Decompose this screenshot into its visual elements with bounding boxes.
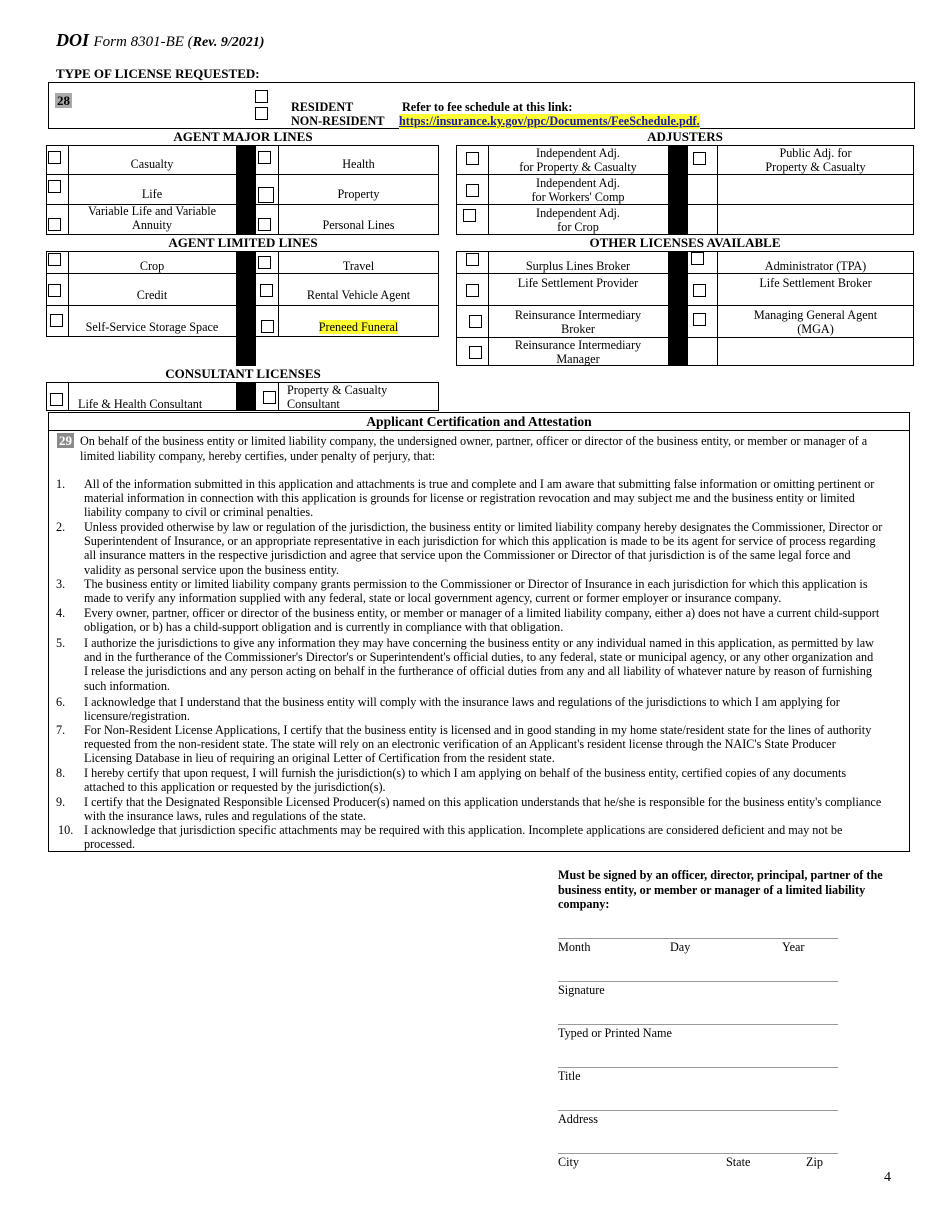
- variable-life-checkbox[interactable]: [48, 218, 61, 231]
- consultant-title: CONSULTANT LICENSES: [165, 366, 321, 381]
- rental-vehicle-label: Rental Vehicle Agent: [306, 288, 411, 302]
- crop-checkbox[interactable]: [48, 253, 61, 266]
- cert-item-line: requested from the non-resident state. The state will rely on an electronic verification of an Applicant's resident license through the NAIC's State Producer: [84, 737, 836, 752]
- doi-label: DOI: [56, 30, 90, 50]
- signature-line[interactable]: [558, 981, 838, 982]
- life-settlement-broker-checkbox[interactable]: [693, 284, 706, 297]
- life-settlement-provider-label: Life Settlement Provider: [517, 276, 639, 290]
- cert-item-text: [84, 636, 904, 693]
- variable-life-label: Variable Life and Variable Annuity: [87, 204, 217, 232]
- agent-limited-title: AGENT LIMITED LINES: [168, 235, 318, 250]
- cert-item-number: 2.: [56, 520, 66, 534]
- preneed-funeral-label: Preneed Funeral: [318, 320, 399, 334]
- cert-item-line: obligation, or b) has a child-support obligation and is currently in compliance with that obligation.: [84, 620, 564, 635]
- mga-checkbox[interactable]: [693, 313, 706, 326]
- other-licenses-title: OTHER LICENSES AVAILABLE: [589, 235, 781, 250]
- resident-label: RESIDENT: [291, 100, 354, 114]
- administrator-tpa-checkbox[interactable]: [691, 252, 704, 265]
- page-number: 4: [884, 1170, 891, 1185]
- travel-label: Travel: [342, 259, 375, 273]
- address-label: Address: [558, 1112, 598, 1126]
- ia-workers-comp-checkbox[interactable]: [466, 184, 479, 197]
- cert-item-line: I acknowledge that jurisdiction specific attachments may be required with this application. Incomplete applications are considered deficient and may not be: [84, 823, 843, 837]
- pc-consultant-checkbox[interactable]: [263, 391, 276, 404]
- city-state-zip-line[interactable]: [558, 1153, 838, 1154]
- surplus-lines-checkbox[interactable]: [466, 253, 479, 266]
- signature-label: Signature: [558, 983, 605, 997]
- cert-item-line: such information.: [84, 678, 170, 693]
- crop-label: Crop: [139, 259, 165, 273]
- health-checkbox[interactable]: [258, 151, 271, 164]
- ia-crop-label: Independent Adj. for Crop: [536, 206, 620, 234]
- cert-item-number: 1.: [56, 477, 66, 491]
- cert-item-text: [84, 606, 904, 634]
- cert-item-number: 10.: [58, 823, 74, 837]
- cert-item-line: Every owner, partner, officer or director of the business entity, or member or manager of a limited liability company, either a) does not have a current child-support: [84, 606, 880, 620]
- rental-vehicle-checkbox[interactable]: [260, 284, 273, 297]
- address-line[interactable]: [558, 1110, 838, 1111]
- cert-item-text: [84, 695, 904, 723]
- cert-item-text: [84, 766, 904, 794]
- ia-property-casualty-checkbox[interactable]: [466, 152, 479, 165]
- cert-item-line: I certify that the Designated Responsible Licensed Producer(s) named on this application understands that he/she is responsible for the business entity's compliance: [84, 795, 882, 809]
- casualty-label: Casualty: [130, 157, 174, 171]
- property-checkbox[interactable]: [258, 187, 274, 203]
- cert-item-line: For Non-Resident License Applications, I certify that the business entity is licensed and in good standing in my home state/resident state for the lines of authority: [84, 723, 872, 737]
- cert-item-number: 9.: [56, 795, 66, 809]
- cert-item-text: [84, 477, 904, 520]
- life-settlement-broker-label: Life Settlement Broker: [759, 276, 872, 290]
- administrator-tpa-label: Administrator (TPA): [764, 259, 867, 273]
- fee-schedule-link[interactable]: https://insurance.ky.gov/ppc/Documents/FeeSchedule.pdf.: [399, 114, 700, 128]
- agent-major-title: AGENT MAJOR LINES: [173, 129, 313, 144]
- property-label: Property: [337, 187, 380, 201]
- printed-name-line[interactable]: [558, 1024, 838, 1025]
- cert-item-line: Unless provided otherwise by law or regulation of the jurisdiction, the business entity or limited liability company hereby designates the Commissioner, Director or: [84, 520, 883, 534]
- form-header: [56, 30, 264, 51]
- nonresident-checkbox[interactable]: [255, 107, 268, 120]
- adjusters-title: ADJUSTERS: [647, 129, 723, 144]
- item-29-badge: 29: [59, 433, 72, 448]
- cert-item-line: licensure/registration.: [84, 709, 190, 724]
- year-label: Year: [782, 940, 805, 954]
- reinsurance-manager-label: Reinsurance Intermediary Manager: [514, 337, 642, 366]
- credit-label: Credit: [136, 288, 168, 302]
- form-revision: Rev. 9/2021): [192, 35, 265, 50]
- cert-item-number: 6.: [56, 695, 66, 709]
- mga-label: Managing General Agent (MGA): [753, 307, 878, 336]
- cert-item-number: 3.: [56, 577, 66, 591]
- surplus-lines-label: Surplus Lines Broker: [525, 259, 631, 273]
- printed-name-label: Typed or Printed Name: [558, 1026, 672, 1040]
- pc-consultant-label: Property & Casualty Consultant: [287, 383, 388, 411]
- ia-workers-comp-label: Independent Adj. for Workers' Comp: [531, 175, 625, 204]
- cert-item-line: Superintendent of Insurance, or an appropriate representative in each jurisdiction for which this application is made to be its agent for service of process regarding: [84, 534, 876, 549]
- zip-label: Zip: [806, 1155, 823, 1169]
- reinsurance-broker-label: Reinsurance Intermediary Broker: [514, 307, 642, 336]
- reinsurance-manager-checkbox[interactable]: [469, 346, 482, 359]
- cert-item-line: liability company to civil or criminal penalties.: [84, 505, 314, 520]
- cert-item-line: and in the furtherance of the Commissioner's Director's or Superintendent's official duties, to any federal, state or municipal agency, or any other organization and: [84, 650, 874, 665]
- cert-item-text: [84, 577, 904, 605]
- lh-consultant-checkbox[interactable]: [50, 393, 63, 406]
- certification-title: Applicant Certification and Attestation: [366, 414, 592, 429]
- cert-item-line: processed.: [84, 837, 136, 852]
- cert-item-line: validity as personal service upon the business entity.: [84, 562, 340, 577]
- cert-item-line: all insurance matters in the respective jurisdiction and agree that service upon the Commissioner or Director of that jurisdiction is of the same legal force and: [84, 548, 851, 563]
- storage-checkbox[interactable]: [50, 314, 63, 327]
- form-number: Form 8301-BE (: [93, 34, 193, 50]
- ia-crop-checkbox[interactable]: [463, 209, 476, 222]
- resident-checkbox[interactable]: [255, 90, 268, 103]
- certification-intro: On behalf of the business entity or limited liability company, the undersigned owner, partner, officer or director of the business entity, or member or manager of a limited liability company, hereby certifies, under penalty of perjury, that:: [80, 434, 868, 463]
- title-line[interactable]: [558, 1067, 838, 1068]
- public-adjuster-checkbox[interactable]: [693, 152, 706, 165]
- cert-item-line: I authorize the jurisdictions to give any information they may have concerning the business entity or any individual named in this application, as permitted by law: [84, 636, 874, 650]
- cert-item-line: material information in connection with this application is grounds for license or registration revocation and may subject me and the business entity or limited: [84, 491, 855, 506]
- fee-schedule-text: Refer to fee schedule at this link:: [402, 100, 573, 114]
- cert-item-number: 8.: [56, 766, 66, 780]
- reinsurance-broker-checkbox[interactable]: [469, 315, 482, 328]
- divider-bar: [236, 145, 256, 235]
- public-adjuster-label: Public Adj. for Property & Casualty: [765, 146, 866, 174]
- life-checkbox[interactable]: [48, 180, 61, 193]
- storage-label: Self-Service Storage Space: [85, 320, 219, 334]
- license-type-title: TYPE OF LICENSE REQUESTED:: [56, 66, 260, 81]
- personal-lines-checkbox[interactable]: [258, 218, 271, 231]
- state-label: State: [726, 1155, 751, 1169]
- cert-item-text: [84, 520, 904, 577]
- personal-lines-label: Personal Lines: [322, 218, 395, 232]
- cert-item-line: attached to this application or requested by the jurisdiction(s).: [84, 780, 386, 795]
- cert-item-line: I acknowledge that I understand that the business entity will comply with the insurance laws and regulations of the jurisdictions to which I am applying for: [84, 695, 840, 709]
- cert-item-text: [84, 795, 904, 823]
- cert-item-number: 4.: [56, 606, 66, 620]
- day-label: Day: [670, 940, 691, 954]
- nonresident-label: NON-RESIDENT: [291, 114, 385, 128]
- city-label: City: [558, 1155, 579, 1169]
- cert-item-line: The business entity or limited liability company grants permission to the Commissioner or Director of Insurance in each jurisdiction for which this application is: [84, 577, 868, 591]
- signature-instruction: Must be signed by an officer, director, principal, partner of the business entity, or member or manager of a limited liability company:: [558, 868, 883, 911]
- cert-item-number: 7.: [56, 723, 66, 737]
- cert-item-line: I release the jurisdictions and any person acting on behalf in the furtherance of official duties from any and all liability of whatever nature by reason of furnishing: [84, 664, 872, 679]
- cert-item-line: All of the information submitted in this application and attachments is true and complete and I am aware that submitting false information or omitting pertinent or: [84, 477, 875, 491]
- cert-item-line: Licensing Database in lieu of requiring an original Letter of Certification from the resident state.: [84, 751, 555, 766]
- life-label: Life: [141, 187, 163, 201]
- preneed-funeral-checkbox[interactable]: [261, 320, 274, 333]
- item-28-badge: 28: [57, 93, 70, 108]
- month-label: Month: [558, 940, 591, 954]
- cert-item-line: with the insurance laws, rules and regulations of the state.: [84, 809, 366, 824]
- cert-item-number: 5.: [56, 636, 66, 650]
- cert-item-line: made to verify any information supplied with any federal, state or local government agency, current or former employer or insurance company.: [84, 591, 782, 606]
- ia-property-casualty-label: Independent Adj. for Property & Casualty: [519, 146, 637, 174]
- lh-consultant-label: Life & Health Consultant: [78, 397, 203, 411]
- cert-item-text: [84, 823, 904, 851]
- travel-checkbox[interactable]: [258, 256, 271, 269]
- date-line[interactable]: [558, 938, 838, 939]
- cert-item-text: [84, 723, 904, 766]
- health-label: Health: [342, 157, 375, 171]
- life-settlement-provider-checkbox[interactable]: [466, 284, 479, 297]
- casualty-checkbox[interactable]: [48, 151, 61, 164]
- credit-checkbox[interactable]: [48, 284, 61, 297]
- cert-item-line: I hereby certify that upon request, I will furnish the jurisdiction(s) to which I am applying on behalf of the business entity, certified copies of any documents: [84, 766, 847, 780]
- title-label: Title: [558, 1069, 581, 1083]
